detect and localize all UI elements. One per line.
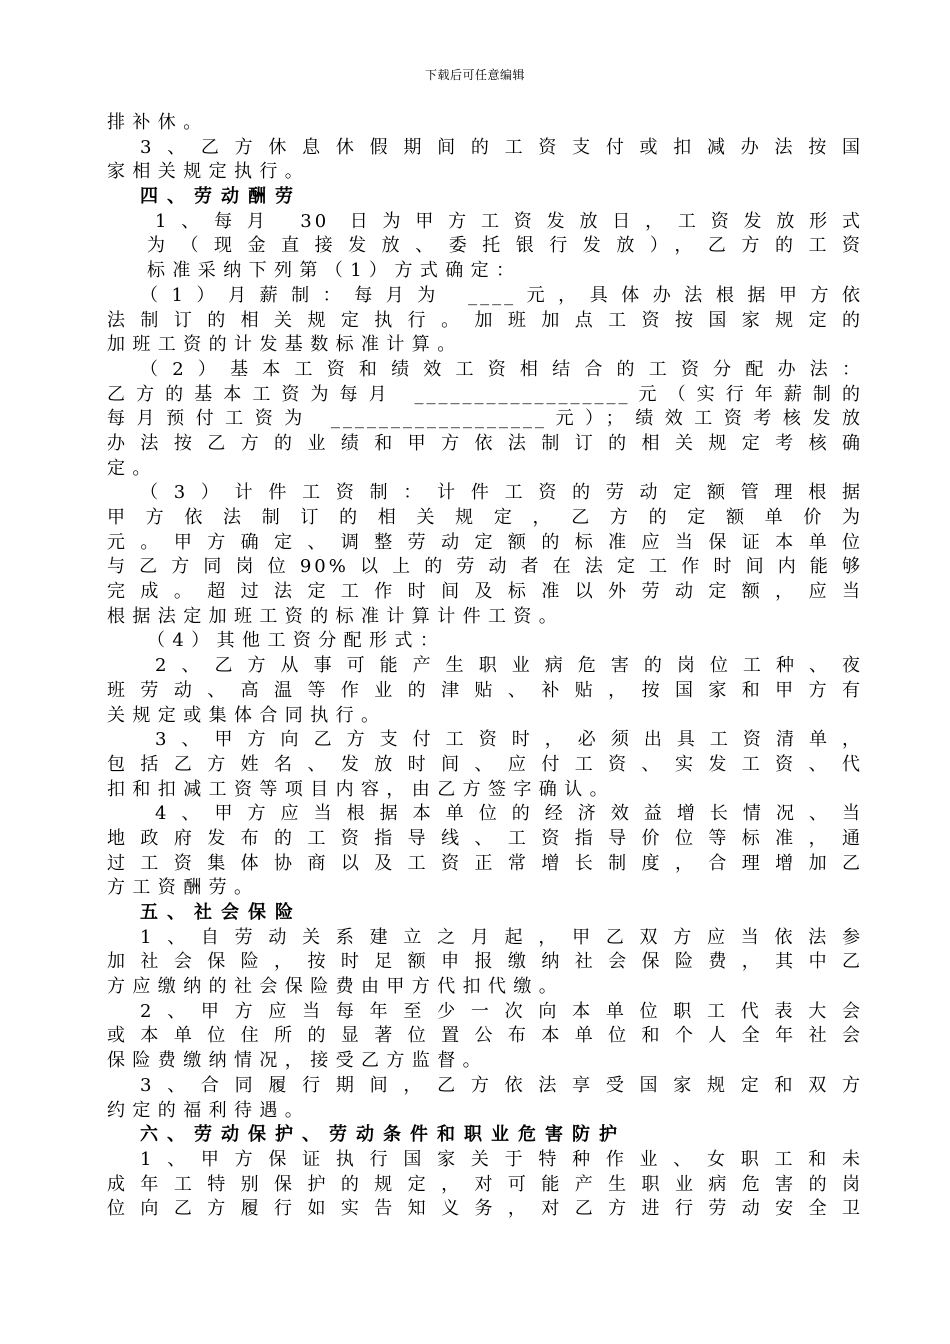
- document-body: [107, 111, 863, 1222]
- text-line: 甲方依法制订的相关规定，乙方的定额单价为: [107, 507, 863, 528]
- section-heading: 六、劳动保护、劳动条件和职业危害防护: [140, 1124, 626, 1146]
- text-line: 与乙方同岗位90%以上的劳动者在法定工作时间内能够: [107, 556, 863, 578]
- text-line: 保险费缴纳情况，接受乙方监督。: [107, 1050, 488, 1072]
- text-line: 成年工特别保护的规定，对可能产生职业病危害的岗: [107, 1173, 863, 1195]
- text-line: 为（现金直接发放、委托银行发放），乙方的工资: [147, 235, 863, 257]
- text-line: 排补休。: [107, 112, 209, 133]
- text-line: 1、每月 30 日为甲方工资发放日，工资发放形式: [155, 210, 863, 232]
- text-line: 过工资集体协商以及工资正常增长制度，合理增加乙: [107, 852, 863, 874]
- text-line: 地政府发布的工资指导线、工资指导价位等标准，通: [107, 827, 863, 849]
- text-line: 3、乙方休息休假期间的工资支付或扣减办法按国: [140, 136, 863, 158]
- text-line: 班劳动、高温等作业的津贴、补贴，按国家和甲方有: [107, 679, 863, 701]
- page-header: 下载后可任意编辑: [424, 68, 525, 82]
- section-heading: 四、劳动酬劳: [140, 186, 302, 208]
- text-line: 每月预付工资为 __________________元）；绩效工资考核发放: [107, 408, 863, 430]
- text-line: 完成。超过法定工作时间及标准以外劳动定额，应当: [107, 581, 863, 603]
- text-line: （2）基本工资和绩效工资相结合的工资分配办法：: [140, 358, 863, 380]
- text-line: 关规定或集体合同执行。: [107, 704, 387, 726]
- text-line: 1、自劳动关系建立之月起，甲乙双方应当依法参: [140, 926, 863, 948]
- text-line: 定。: [107, 457, 158, 479]
- text-line: 方应缴纳的社会保险费由甲方代扣代缴。: [107, 976, 565, 998]
- text-line: 扣和扣减工资等项目内容，由乙方签字确认。: [107, 778, 615, 800]
- text-line: 方工资酬劳。: [107, 877, 260, 899]
- text-line: 法制订的相关规定执行。加班加点工资按国家规定的: [107, 309, 863, 331]
- text-line: 3、甲方向乙方支付工资时，必须出具工资清单，: [155, 729, 863, 751]
- text-line: 2、乙方从事可能产生职业病危害的岗位工种、夜: [155, 655, 863, 677]
- text-line: 3、合同履行期间，乙方依法享受国家规定和双方: [140, 1074, 863, 1096]
- text-line: 位向乙方履行如实告知义务，对乙方进行劳动安全卫: [107, 1198, 863, 1220]
- text-line: 或本单位住所的显著位置公布本单位和个人全年社会: [107, 1025, 863, 1047]
- text-line: 根据法定加班工资的标准计算计件工资。: [107, 605, 565, 627]
- text-line: 元。甲方确定、调整劳动定额的标准应当保证本单位: [107, 531, 863, 553]
- text-line: 家相关规定执行。: [107, 161, 311, 183]
- text-line: 2、甲方应当每年至少一次向本单位职工代表大会: [140, 1000, 863, 1022]
- text-line: 约定的福利待遇。: [107, 1099, 311, 1121]
- text-line: 乙方的基本工资为每月 __________________元（实行年薪制的: [107, 383, 863, 405]
- section-heading: 五、社会保险: [140, 902, 302, 923]
- text-line: 包括乙方姓名、发放时间、应付工资、实发工资、代: [107, 753, 863, 775]
- text-line: 加班工资的计发基数标准计算。: [107, 334, 463, 356]
- text-line: 办法按乙方的业绩和甲方依法制订的相关规定考核确: [107, 432, 863, 454]
- text-line: 1、甲方保证执行国家关于特种作业、女职工和未: [140, 1148, 863, 1170]
- text-line: 加社会保险，按时足额申报缴纳社会保险费，其中乙: [107, 951, 863, 973]
- text-line: （1）月薪制：每月为 ____元，具体办法根据甲方依: [140, 284, 863, 306]
- text-line: 4、甲方应当根据本单位的经济效益增长情况、当: [155, 803, 863, 825]
- text-line: （4）其他工资分配形式：: [147, 630, 446, 652]
- text-line: 标准采纳下列第（1）方式确定：: [147, 260, 522, 282]
- text-line: （3）计件工资制：计件工资的劳动定额管理根据: [140, 482, 863, 504]
